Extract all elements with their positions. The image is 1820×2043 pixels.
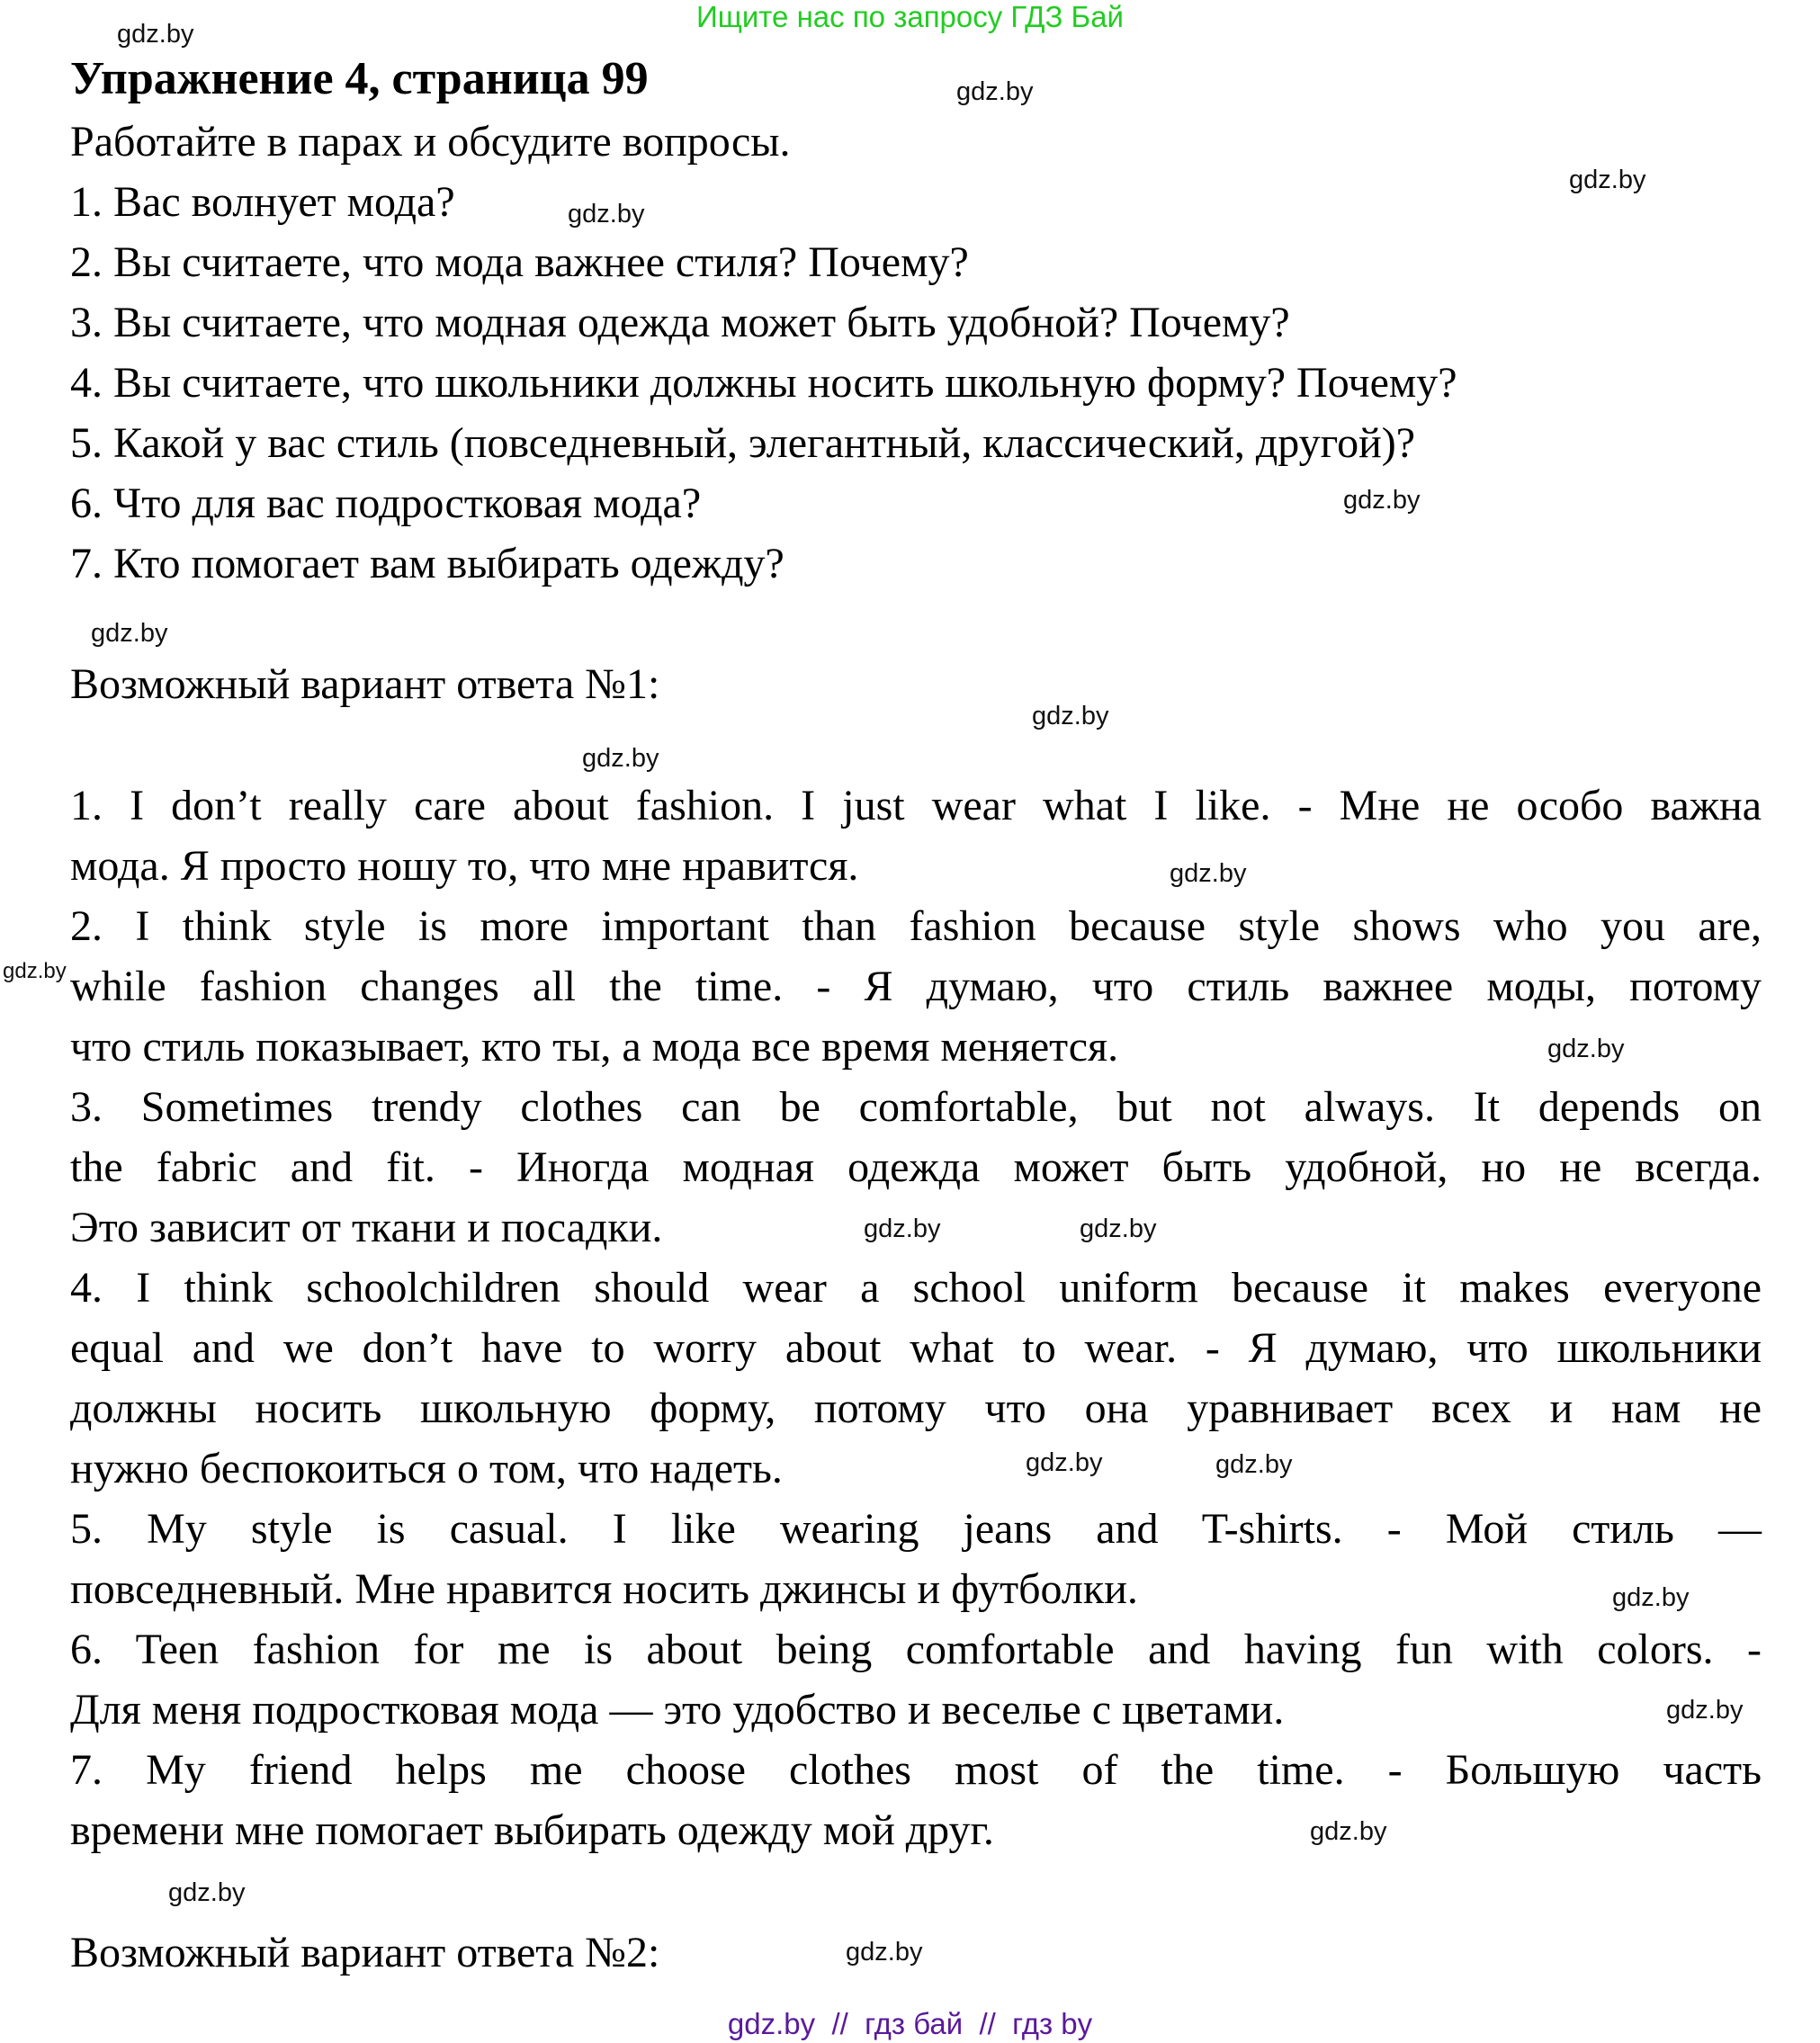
watermark: gdz.by [1170,859,1247,888]
watermark: gdz.by [1215,1450,1293,1479]
intro-text: Работайте в парах и обсудите вопросы. [70,118,791,166]
watermark: gdz.by [956,77,1034,106]
watermark: gdz.by [3,959,67,983]
question: 3. Вы считаете, что модная одежда может быть удобной? Почему? [70,299,1290,346]
watermark: gdz.by [1310,1817,1387,1846]
answer-line: повседневный. Мне нравится носить джинсы и футболки. [70,1565,1138,1613]
question: 2. Вы считаете, что мода важнее стиля? Почему? [70,238,969,286]
watermark: gdz.by [91,619,168,648]
answer-line: 4. I think schoolchildren should wear a school uniform because it makes everyone [70,1264,1762,1312]
watermark: gdz.by [1343,486,1421,515]
answer-line: что стиль показывает, кто ты, а мода все время меняется. [70,1023,1119,1071]
answer-line: времени мне помогает выбирать одежду мой друг. [70,1806,994,1854]
questions-block [70,112,1762,594]
variant-1-block [70,654,1762,714]
watermark: gdz.by [1666,1696,1744,1725]
answers-block [70,775,1762,1860]
watermark: gdz.by [864,1214,941,1243]
answer-line: 7. My friend helps me choose clothes most of the time. - Большую часть [70,1746,1762,1794]
answer-line: Для меня подростковая мода — это удобство и веселье с цветами. [70,1686,1285,1734]
answer-line: должны носить школьную форму, потому что она уравнивает всех и нам не [70,1384,1762,1432]
watermark: gdz.by [117,20,194,49]
watermark: gdz.by [1080,1214,1157,1243]
watermark: gdz.by [568,200,645,228]
question: 7. Кто помогает вам выбирать одежду? [70,540,784,587]
watermark: gdz.by [846,1938,923,1967]
answer-line: Это зависит от ткани и посадки. [70,1204,663,1251]
answer-line: 6. Teen fashion for me is about being comfortable and having fun with colors. - [70,1626,1762,1673]
watermark: gdz.by [1569,166,1646,194]
question: 6. Что для вас подростковая мода? [70,479,702,527]
answer-line: 5. My style is casual. I like wearing jeans and T-shirts. - Мой стиль — [70,1505,1762,1553]
watermark: gdz.by [1032,702,1109,730]
answer-line: the fabric and fit. - Иногда модная одежда может быть удобной, но не всегда. [70,1143,1762,1191]
footer-links[interactable]: gdz.by // гдз бай // гдз by [727,2007,1093,2040]
variant-2-heading: Возможный вариант ответа №2: [70,1929,660,1976]
question: 4. Вы считаете, что школьники должны носить школьную форму? Почему? [70,359,1457,407]
answer-line: 2. I think style is more important than fashion because style shows who you are, [70,902,1762,950]
answer-line: нужно беспокоиться о том, что надеть. [70,1445,783,1492]
search-banner: Ищите нас по запросу ГДЗ Бай [696,0,1124,33]
answer-line: 3. Sometimes trendy clothes can be comfortable, but not always. It depends on [70,1083,1762,1131]
answer-line: мода. Я просто ношу то, что мне нравится. [70,842,859,890]
watermark: gdz.by [1547,1035,1625,1063]
watermark: gdz.by [1612,1583,1690,1612]
question: 1. Вас волнует мода? [70,178,455,226]
page-title: Упражнение 4, страница 99 [70,53,649,104]
watermark: gdz.by [168,1878,246,1907]
question: 5. Какой у вас стиль (повседневный, элегантный, классический, другой)? [70,419,1416,467]
watermark: gdz.by [1026,1448,1103,1477]
watermark: gdz.by [582,744,659,773]
answer-line: while fashion changes all the time. - Я думаю, что стиль важнее моды, потому [70,963,1762,1010]
answer-line: equal and we don’t have to worry about what to wear. - Я думаю, что школьники [70,1324,1762,1372]
answer-line: 1. I don’t really care about fashion. I just wear what I like. - Мне не особо важна [70,782,1762,829]
variant-1-heading: Возможный вариант ответа №1: [70,660,660,708]
